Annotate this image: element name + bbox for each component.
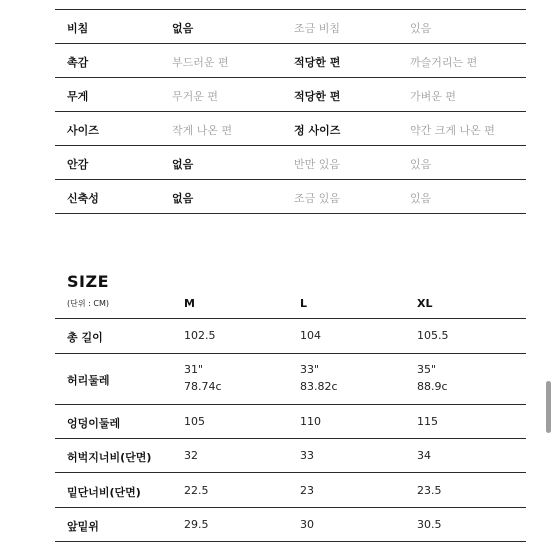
fabric-option-selected: 없음 xyxy=(172,192,194,205)
divider xyxy=(55,77,526,78)
size-value: 104 xyxy=(300,329,321,342)
size-value: 33" xyxy=(300,363,320,376)
divider xyxy=(55,145,526,146)
fabric-row-label: 사이즈 xyxy=(67,124,99,137)
size-row-label: 허리둘레 xyxy=(67,374,110,387)
size-value: 102.5 xyxy=(184,329,216,342)
size-unit: (단위 : CM) xyxy=(67,299,109,308)
size-value: 23 xyxy=(300,484,314,497)
fabric-row-label: 촉감 xyxy=(67,56,89,69)
fabric-option-selected: 정 사이즈 xyxy=(294,124,341,137)
size-column-header: M xyxy=(184,297,195,310)
size-value: 110 xyxy=(300,415,321,428)
size-value: 32 xyxy=(184,449,198,462)
size-row-label: 총 길이 xyxy=(67,331,103,344)
fabric-option: 가벼운 편 xyxy=(410,90,457,103)
fabric-row-label: 신축성 xyxy=(67,192,99,205)
divider xyxy=(55,438,526,439)
size-value: 30.5 xyxy=(417,518,442,531)
size-value: 30 xyxy=(300,518,314,531)
fabric-option: 무거운 편 xyxy=(172,90,219,103)
size-row-label: 앞밑위 xyxy=(67,520,99,533)
size-title: SIZE xyxy=(67,272,110,291)
fabric-option-selected: 없음 xyxy=(172,158,194,171)
fabric-row-label: 비침 xyxy=(67,22,89,35)
divider xyxy=(55,9,526,10)
divider xyxy=(55,404,526,405)
fabric-option: 작게 나온 편 xyxy=(172,124,233,137)
divider xyxy=(55,507,526,508)
fabric-option: 까슬거리는 편 xyxy=(410,56,478,69)
fabric-option: 반만 있음 xyxy=(294,158,341,171)
size-row-label: 밑단너비(단면) xyxy=(67,486,141,499)
fabric-option: 부드러운 편 xyxy=(172,56,229,69)
fabric-option: 있음 xyxy=(410,22,432,35)
size-value: 105 xyxy=(184,415,205,428)
fabric-option: 약간 크게 나온 편 xyxy=(410,124,495,137)
divider xyxy=(55,179,526,180)
divider xyxy=(55,43,526,44)
fabric-option: 조금 있음 xyxy=(294,192,341,205)
size-value-cm: 83.82c xyxy=(300,380,338,393)
size-value: 35" xyxy=(417,363,437,376)
fabric-option-selected: 없음 xyxy=(172,22,194,35)
size-value-cm: 88.9c xyxy=(417,380,448,393)
size-value: 105.5 xyxy=(417,329,449,342)
fabric-option: 있음 xyxy=(410,192,432,205)
divider xyxy=(55,318,526,319)
size-value-cm: 78.74c xyxy=(184,380,222,393)
size-column-header: L xyxy=(300,297,308,310)
fabric-option: 있음 xyxy=(410,158,432,171)
size-value: 29.5 xyxy=(184,518,209,531)
size-value: 33 xyxy=(300,449,314,462)
fabric-row-label: 안감 xyxy=(67,158,89,171)
size-value: 23.5 xyxy=(417,484,442,497)
divider xyxy=(55,472,526,473)
divider xyxy=(55,541,526,542)
size-value: 31" xyxy=(184,363,204,376)
divider xyxy=(55,213,526,214)
fabric-option-selected: 적당한 편 xyxy=(294,56,341,69)
fabric-option-selected: 적당한 편 xyxy=(294,90,341,103)
divider xyxy=(55,111,526,112)
size-value: 115 xyxy=(417,415,438,428)
divider xyxy=(55,353,526,354)
fabric-option: 조금 비침 xyxy=(294,22,341,35)
size-row-label: 엉덩이둘레 xyxy=(67,417,121,430)
size-row-label: 허벅지너비(단면) xyxy=(67,451,152,464)
size-value: 34 xyxy=(417,449,431,462)
fabric-row-label: 무게 xyxy=(67,90,89,103)
size-value: 22.5 xyxy=(184,484,209,497)
size-column-header: XL xyxy=(417,297,433,310)
scrollbar-thumb[interactable] xyxy=(546,381,551,433)
